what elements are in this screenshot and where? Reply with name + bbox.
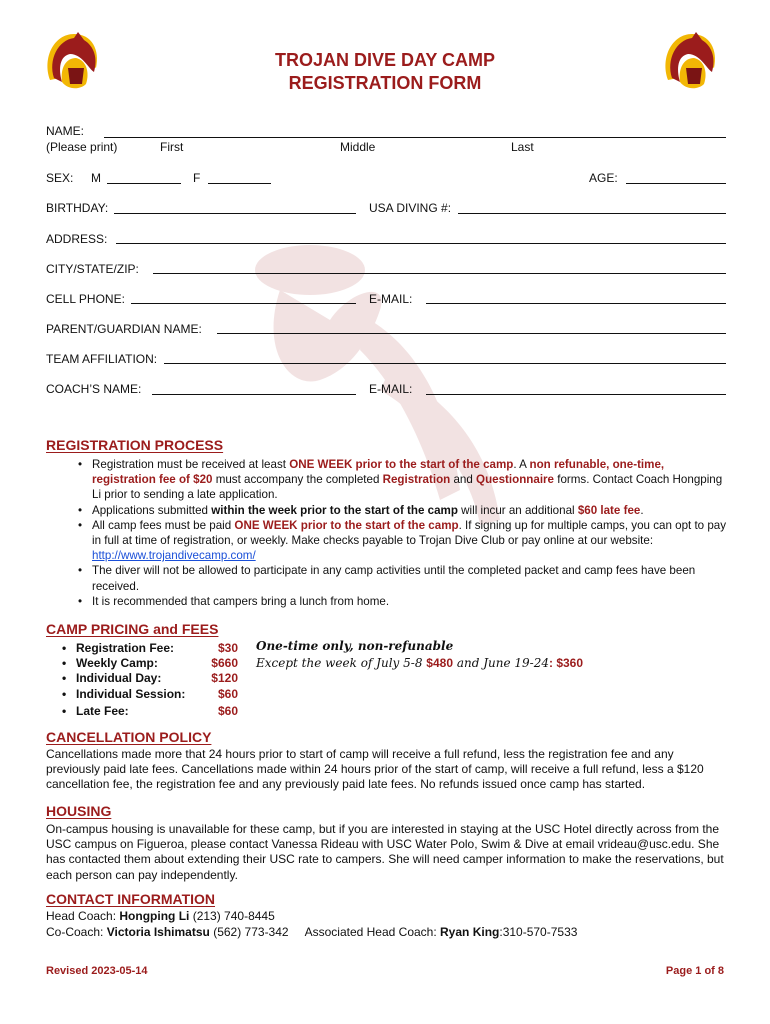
city-state-zip-label: CITY/STATE/ZIP:: [46, 262, 139, 276]
price-row: • Individual Session: $60: [62, 687, 238, 701]
list-item: • Registration must be received at least ONE WEEK prior to the start of the camp. A non refunable, one-time, registration fee of $20 must accompany the completed Registration and Questionnaire forms. Contact Coach Hongping Li prior to sending a late application.: [76, 457, 728, 503]
last-name-label: Last: [511, 140, 534, 154]
cell-phone-input-line[interactable]: [131, 303, 356, 304]
sex-label: SEX:: [46, 171, 74, 185]
housing-text: On-campus housing is unavailable for these camp, but if you are interested in staying at the USC Hotel directly across from the USC campus on Figueroa, please contact Vanessa Rideau with USC Water Polo, Swim & Dive at email vrideau@usc.edu. She has contacted them about extending their USC rate to campers. She will need camper information to make the reservations, but each person can pay independently.: [46, 822, 724, 882]
coach-email-label: E-MAIL:: [369, 382, 413, 396]
weekly-camp-note: Except the week of July 5-8 $480 and June 19-24: $360: [256, 656, 584, 670]
address-input-line[interactable]: [116, 243, 726, 244]
co-coach-line: Co-Coach: Victoria Ishimatsu (562) 773-342 Associated Head Coach: Ryan King:310-570-7533: [46, 925, 578, 939]
age-input-line[interactable]: [626, 183, 726, 184]
registration-process-heading: REGISTRATION PROCESS: [46, 437, 224, 453]
sex-f-input-line[interactable]: [208, 183, 271, 184]
camp-pricing-heading: CAMP PRICING and FEES: [46, 621, 219, 637]
list-item: • It is recommended that campers bring a lunch from home.: [76, 594, 728, 609]
usa-diving-input-line[interactable]: [458, 213, 726, 214]
list-item: • The diver will not be allowed to participate in any camp activities until the completed packet and camp fees have been received.: [76, 563, 728, 593]
parent-guardian-input-line[interactable]: [217, 333, 726, 334]
head-coach-line: Head Coach: Hongping Li (213) 740-8445: [46, 909, 275, 923]
age-label: AGE:: [589, 171, 618, 185]
price-row: • Registration Fee: $30: [62, 641, 238, 655]
registration-process-list: [76, 457, 728, 609]
name-label: NAME:: [46, 124, 85, 138]
coach-name-label: COACH’S NAME:: [46, 382, 142, 396]
list-item: • Applications submitted within the week prior to the start of the camp will incur an additional $60 late fee.: [76, 503, 728, 518]
revised-date: Revised 2023-05-14: [46, 965, 148, 977]
email-input-line[interactable]: [426, 303, 726, 304]
page-number: Page 1 of 8: [665, 965, 724, 977]
middle-name-label: Middle: [340, 140, 376, 154]
sex-f-label: F: [193, 171, 201, 185]
cell-phone-label: CELL PHONE:: [46, 292, 125, 306]
price-row: • Individual Day: $120: [62, 671, 238, 685]
form-title: TROJAN DIVE DAY CAMP: [274, 50, 496, 70]
contact-information-heading: CONTACT INFORMATION: [46, 891, 216, 907]
registration-fee-note: One-time only, non-refunable: [256, 639, 454, 653]
form-subtitle: REGISTRATION FORM: [288, 73, 482, 93]
name-input-line[interactable]: [104, 137, 726, 138]
cancellation-policy-text: Cancellations made more that 24 hours prior to start of camp will receive a full refund, less the registration fee and any previously paid late fees. Cancellations made within 24 hours prior of the start of camp, will receive a full refund, less a $120 cancellation fee, the registration fee and any previously paid late fees. No refunds issued once camp has started.: [46, 747, 704, 792]
cancellation-policy-heading: CANCELLATION POLICY: [46, 729, 212, 745]
usa-diving-label: USA DIVING #:: [369, 201, 452, 215]
address-label: ADDRESS:: [46, 232, 108, 246]
coach-name-input-line[interactable]: [152, 394, 356, 395]
coach-email-input-line[interactable]: [426, 394, 726, 395]
website-link[interactable]: http://www.trojandivecamp.com/: [92, 549, 256, 563]
please-print-label: (Please print): [46, 140, 118, 154]
city-state-zip-input-line[interactable]: [153, 273, 726, 274]
price-row: • Weekly Camp: $660: [62, 656, 238, 670]
parent-guardian-label: PARENT/GUARDIAN NAME:: [46, 322, 202, 336]
team-affiliation-input-line[interactable]: [164, 363, 726, 364]
sex-m-input-line[interactable]: [107, 183, 181, 184]
birthday-input-line[interactable]: [114, 213, 356, 214]
housing-heading: HOUSING: [46, 803, 112, 819]
sex-m-label: M: [91, 171, 101, 185]
price-row: • Late Fee: $60: [62, 704, 238, 718]
team-affiliation-label: TEAM AFFILIATION:: [46, 352, 158, 366]
birthday-label: BIRTHDAY:: [46, 201, 109, 215]
first-name-label: First: [160, 140, 184, 154]
email-label: E-MAIL:: [369, 292, 413, 306]
list-item: • All camp fees must be paid ONE WEEK prior to the start of the camp. If signing up for multiple camps, you can opt to pay in full at time of registration, or weekly. Make checks payable to Trojan Dive Club or pay online at our website: http://www.trojandivecamp.com/: [76, 518, 728, 564]
